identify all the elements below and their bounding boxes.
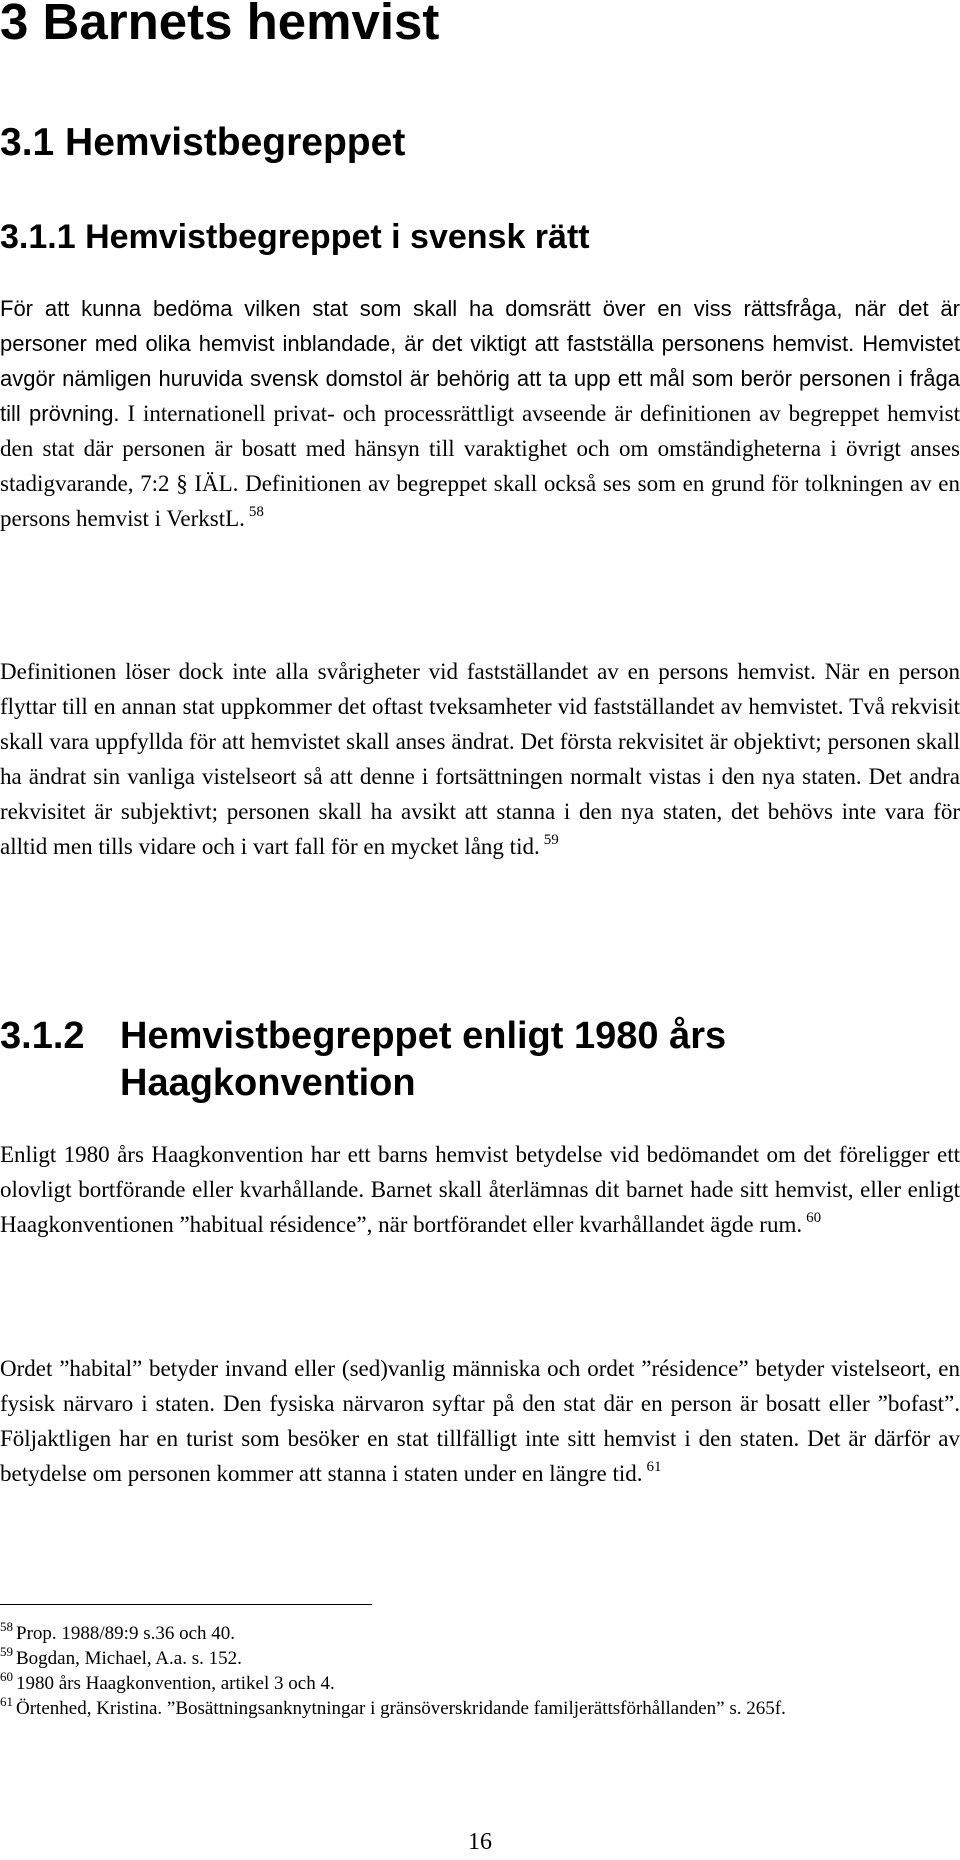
footnote-number: 59 [0, 1644, 13, 1659]
footnote-number: 60 [0, 1669, 13, 1684]
footnote [0, 1671, 960, 1696]
paragraph-text: För att kunna bedöma vilken stat som skall ha domsrätt över en viss rättsfråga, när det är personer med olika hemvist inblandade, är det viktigt att fastställa personens hemvist. Hemvistet avgör nämligen huruvida svensk domstol är behörig att ta upp ett mål som berör personen i fråga till prövning. [0, 296, 960, 426]
paragraph-text: Ordet ”habital” betyder invand eller (sed)vanlig människa och ordet ”résidence” betyder vistelseort, en fysisk närvaro i staten. Den fysiska närvaron syftar på den stat där en person är bosatt eller ”bofast”. Följaktligen har en turist som besöker en stat tillfälligt inte sitt hemvist i den staten. Det är därför av betydelse om personen kommer att stanna i staten under en längre tid. [0, 1356, 960, 1486]
footnote-text: Prop. 1988/89:9 s.36 och 40. [16, 1623, 236, 1644]
footnote [0, 1696, 960, 1721]
section-title: Hemvistbegreppet enligt 1980 års Haagkonvention [120, 1015, 727, 1104]
paragraph [0, 291, 960, 536]
paragraph [0, 1351, 960, 1491]
section-heading: 3.1 Hemvistbegreppet [0, 121, 406, 164]
footnote-ref: 61 [646, 1459, 662, 1475]
footnote-divider [0, 1604, 372, 1605]
footnote-text: Örtenhed, Kristina. ”Bosättningsanknytningar i gränsöverskridande familjerättsförhållanden” s. 265f. [16, 1698, 786, 1719]
footnotes [0, 1621, 960, 1721]
footnote-ref: 59 [543, 832, 559, 848]
subsection-heading: 3.1.1 Hemvistbegreppet i svensk rätt [0, 218, 590, 256]
footnote-number: 61 [0, 1694, 13, 1709]
chapter-heading: 3 Barnets hemvist [0, 0, 440, 50]
footnote [0, 1621, 960, 1646]
page-number: 16 [468, 1829, 492, 1855]
subsection-heading [0, 1013, 820, 1107]
footnote-number: 58 [0, 1619, 13, 1634]
footnote [0, 1646, 960, 1671]
footnote-text: Bogdan, Michael, A.a. s. 152. [16, 1648, 242, 1669]
paragraph [0, 1137, 960, 1242]
footnote-ref: 58 [248, 504, 264, 520]
paragraph-text: Definitionen löser dock inte alla svårigheter vid fastställandet av en persons hemvist. När en person flyttar till en annan stat uppkommer det oftast tveksamheter vid fastställandet av hemvistet. Två rekvisit skall vara uppfyllda för att hemvistet skall anses ändrat. Det första rekvisitet är objektivt; personen skall ha ändrat sin vanliga vistelseort så att denne i fortsättningen normalt vistas i den nya staten. Det andra rekvisitet är subjektivt; personen skall ha avsikt att stanna i den nya staten, det behövs inte vara för alltid men tills vidare och i vart fall för en mycket lång tid. [0, 659, 960, 859]
paragraph [0, 654, 960, 864]
section-number: 3.1.2 [0, 1015, 85, 1057]
footnote-text: 1980 års Haagkonvention, artikel 3 och 4. [16, 1673, 335, 1694]
paragraph-text: I internationell privat- och processrättligt avseende är definitionen av begreppet hemvist den stat där personen är bosatt med hänsyn till varaktighet och om omständigheterna i övrigt anses stadigvarande, 7:2 § IÄL. Definitionen av begreppet skall också ses som en grund för tolkningen av en persons hemvist i VerkstL. [0, 401, 960, 531]
paragraph-text: Enligt 1980 års Haagkonvention har ett barns hemvist betydelse vid bedömandet om det föreligger ett olovligt bortförande eller kvarhållande. Barnet skall återlämnas dit barnet hade sitt hemvist, eller enligt Haagkonventionen ”habitual résidence”, när bortförandet eller kvarhållandet ägde rum. [0, 1142, 960, 1237]
footnote-ref: 60 [806, 1210, 822, 1226]
